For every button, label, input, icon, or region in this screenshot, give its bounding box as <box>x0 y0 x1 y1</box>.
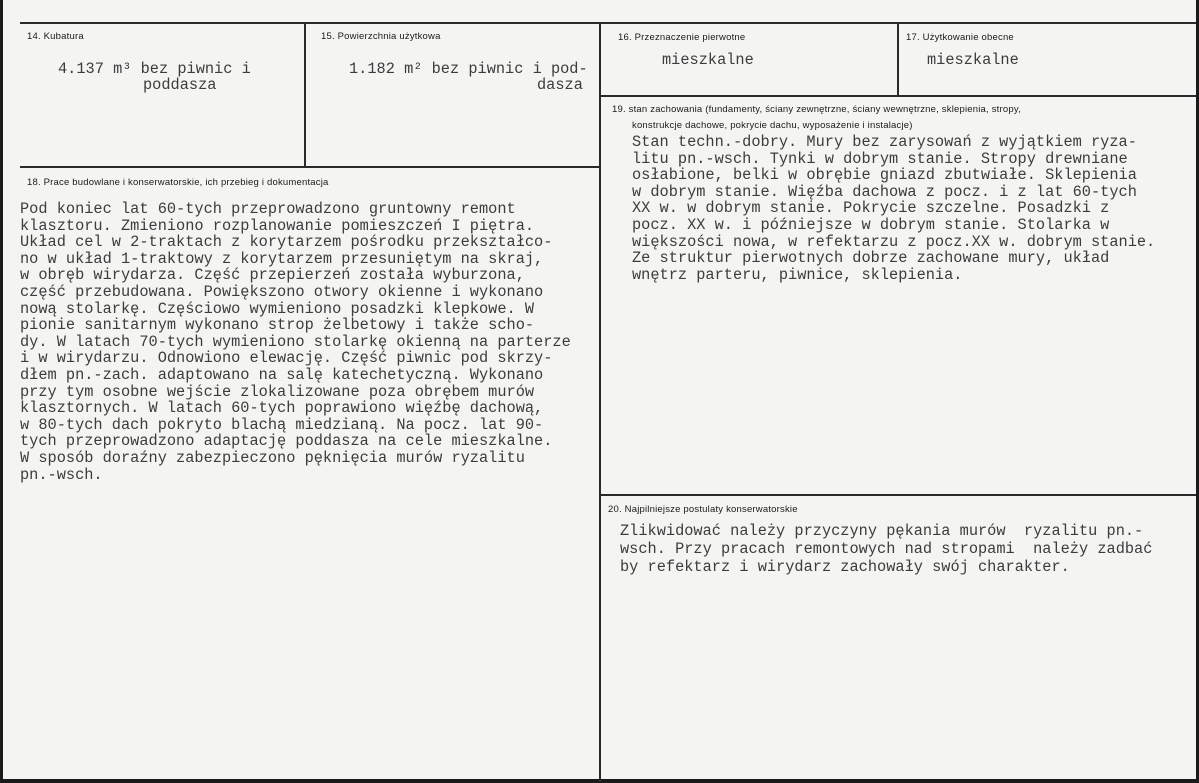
field-20-line: Zlikwidować należy przyczyny pękania murów ryzalitu pn.- <box>620 522 1144 540</box>
field-19-line: wnętrz parteru, piwnice, sklepienia. <box>632 265 963 284</box>
field-18-line: nową stolarkę. Częściowo wymieniono posadzki klepkowe. W <box>20 299 535 318</box>
field-15-value-line1: 1.182 m² bez piwnic i pod- <box>349 60 588 78</box>
field-19-label-line1: 19. stan zachowania (fundamenty, ściany zewnętrzne, ściany wewnętrzne, sklepienia, stropy, <box>612 104 1021 115</box>
field-19-line: większości nowa, w refektarzu z pocz.XX w. dobrym stanie. <box>632 232 1156 251</box>
field-18-line: w obręb wirydarza. Część przepierzeń została wyburzona, <box>20 266 525 285</box>
field-18-line: dłem pn.-zach. adaptowano na salę katechetyczną. Wykonano <box>20 366 544 384</box>
field-14-label: 14. Kubatura <box>27 31 84 42</box>
field-18-line: tych przeprowadzono adaptację poddasza na cele mieszkalne. <box>20 432 553 451</box>
rule-below-14-15 <box>20 166 600 168</box>
field-18-line: i w wirydarzu. Odnowiono elewację. Część piwnic pod skrzy- <box>20 349 553 368</box>
field-18-label: 18. Prace budowlane i konserwatorskie, ich przebieg i dokumentacja <box>27 177 329 188</box>
rule-center-divider <box>599 22 601 782</box>
field-18-line: przy tym osobne wejście zlokalizowane poza obrębem murów <box>20 382 535 401</box>
field-20-line: wsch. Przy pracach remontowych nad stropami należy zadbać <box>620 540 1153 558</box>
field-16-value: mieszkalne <box>662 51 754 69</box>
rule-16-17-divider <box>897 22 899 96</box>
field-18-line: w 80-tych dach pokryto blachą miedzianą. Na pocz. lat 90- <box>20 415 544 434</box>
field-15-value-line2: dasza <box>537 76 583 94</box>
field-19-line: w dobrym stanie. Więźba dachowa z pocz. i z lat 60-tych <box>632 182 1137 201</box>
field-18-line: klasztornych. W latach 60-tych poprawiono więźbę dachową, <box>20 399 544 418</box>
field-20-label: 20. Najpilniejsze postulaty konserwatorskie <box>608 504 798 515</box>
field-16-label: 16. Przeznaczenie pierwotne <box>618 32 746 43</box>
rule-14-15-divider <box>304 22 306 168</box>
field-18-line: pionie sanitarnym wykonano strop żelbetowy i także scho- <box>20 316 535 335</box>
field-19-line: Stan techn.-dobry. Mury bez zarysowań z wyjątkiem ryza- <box>632 133 1137 151</box>
field-18-line: dy. W latach 70-tych wymieniono stolarkę okienną na parterze <box>20 332 571 351</box>
field-19-line: osłabione, belki w obrębie gniazd zbutwiałe. Sklepienia <box>632 166 1137 185</box>
field-19-line: Ze struktur pierwotnych dobrze zachowane mury, układ <box>632 249 1110 268</box>
field-15-label: 15. Powierzchnia użytkowa <box>321 31 441 42</box>
field-18-line: no w układ 1-traktowy z korytarzem przesuniętym na skraj, <box>20 249 544 268</box>
card-edge-left <box>0 0 3 783</box>
field-18-line: klasztoru. Zmieniono rozplanowanie pomieszczeń I piętra. <box>20 216 535 235</box>
field-17-value: mieszkalne <box>927 51 1019 69</box>
field-18-line: Pod koniec lat 60-tych przeprowadzono gruntowny remont <box>20 200 516 218</box>
field-18-line: W sposób doraźny zabezpieczono pęknięcia murów ryzalitu <box>20 449 525 467</box>
field-19-line: litu pn.-wsch. Tynki w dobrym stanie. Stropy drewniane <box>632 149 1128 168</box>
field-19-line: XX w. w dobrym stanie. Pokrycie szczelne. Posadzki z <box>632 199 1110 218</box>
field-18-line: pn.-wsch. <box>20 465 103 484</box>
top-rule <box>20 22 1196 24</box>
rule-above-20 <box>600 494 1196 496</box>
field-14-value-line2: poddasza <box>143 76 217 94</box>
field-18-line: część przebudowana. Powiększono otwory okienne i wykonano <box>20 283 544 301</box>
field-19-line: pocz. XX w. i późniejsze w dobrym stanie. Stolarka w <box>632 216 1110 234</box>
field-14-value-line1: 4.137 m³ bez piwnic i <box>58 60 251 78</box>
field-20-line: by refektarz i wirydarz zachowały swój charakter. <box>620 558 1070 576</box>
field-17-label: 17. Użytkowanie obecne <box>906 32 1014 43</box>
field-18-line: Układ cel w 2-traktach z korytarzem pośrodku przekształco- <box>20 233 553 252</box>
field-19-label-line2: konstrukcje dachowe, pokrycie dachu, wyposażenie i instalacje) <box>632 120 913 131</box>
